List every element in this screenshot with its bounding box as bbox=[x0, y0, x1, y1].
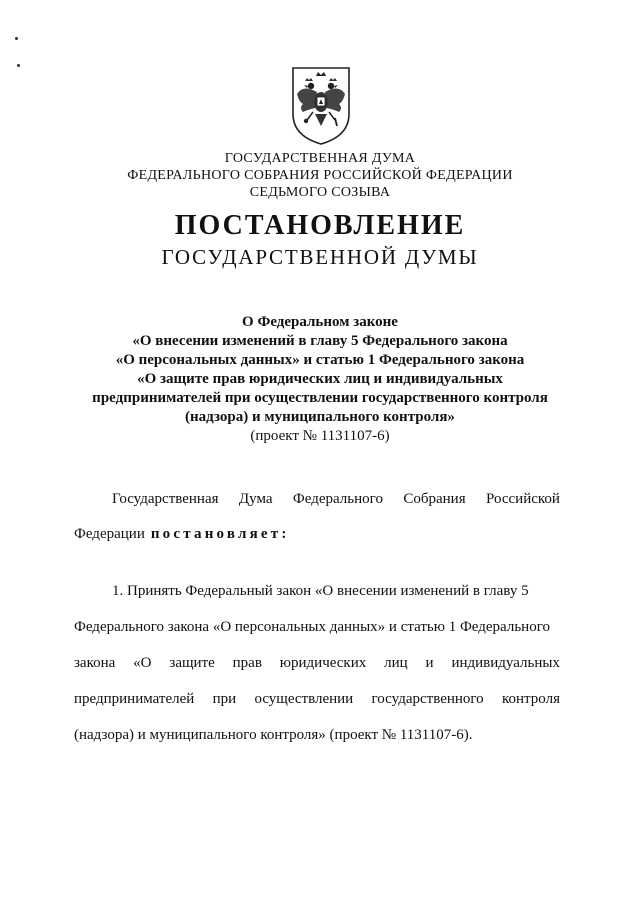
preamble-word: Российской bbox=[486, 491, 560, 507]
paragraph-word: защите bbox=[169, 655, 215, 671]
paragraph-text: Федерального закона «О персональных данных» и статью 1 Федерального bbox=[74, 619, 550, 635]
law-title-line: О Федеральном законе bbox=[242, 314, 398, 330]
scan-speck bbox=[17, 64, 20, 67]
paragraph-line bbox=[74, 583, 560, 619]
preamble-text: Федерации bbox=[74, 526, 145, 542]
document-subtitle: ГОСУДАРСТВЕННОЙ ДУМЫ bbox=[161, 245, 479, 269]
paragraph-word: государственного bbox=[371, 691, 484, 707]
preamble-word: Собрания bbox=[403, 491, 466, 507]
paragraph-word: прав bbox=[232, 655, 262, 671]
law-title-line: «О защите прав юридических лиц и индивидуальных bbox=[137, 371, 503, 387]
header-line-convocation: СЕДЬМОГО СОЗЫВА bbox=[249, 185, 391, 200]
paragraph-word: закона bbox=[74, 655, 116, 671]
coat-of-arms-emblem bbox=[289, 64, 353, 148]
header-line-duma: ГОСУДАРСТВЕННАЯ ДУМА bbox=[224, 151, 416, 166]
preamble-line bbox=[74, 491, 560, 526]
law-title-line: «О внесении изменений в главу 5 Федерального закона bbox=[132, 333, 508, 349]
paragraph-word: и bbox=[425, 655, 434, 671]
preamble-paragraph bbox=[74, 491, 560, 543]
law-title-block bbox=[0, 313, 640, 446]
paragraph-word: индивидуальных bbox=[451, 655, 560, 671]
document-title: ПОСТАНОВЛЕНИЕ bbox=[174, 210, 466, 241]
preamble-line bbox=[74, 526, 560, 543]
scan-speck bbox=[15, 37, 18, 40]
paragraph-line bbox=[74, 691, 560, 727]
paragraph-word: контроля bbox=[502, 691, 560, 707]
institution-header bbox=[0, 150, 640, 201]
project-number: (проект № 1131107-6) bbox=[250, 428, 390, 444]
paragraph-line bbox=[74, 619, 560, 655]
paragraph-word: при bbox=[212, 691, 237, 707]
paragraph-word: лиц bbox=[384, 655, 408, 671]
preamble-word: Государственная bbox=[112, 491, 219, 507]
preamble-word: Федерального bbox=[292, 491, 383, 507]
paragraph-word: предпринимателей bbox=[74, 691, 195, 707]
paragraph-text: 1. Принять Федеральный закон «О внесении изменений в главу 5 bbox=[112, 583, 529, 599]
paragraph-text: (надзора) и муниципального контроля» (проект № 1131107-6). bbox=[74, 727, 473, 743]
law-title-line: предпринимателей при осуществлении государственного контроля bbox=[92, 390, 548, 406]
preamble-word: Дума bbox=[238, 491, 273, 507]
law-title-line: (надзора) и муниципального контроля» bbox=[185, 409, 455, 425]
paragraph-line bbox=[74, 655, 560, 691]
paragraph-line bbox=[74, 727, 560, 744]
paragraph-word: осуществлении bbox=[254, 691, 354, 707]
law-title-line: «О персональных данных» и статью 1 Федерального закона bbox=[115, 352, 525, 368]
paragraph-word: юридических bbox=[279, 655, 367, 671]
paragraph-word: «О bbox=[133, 655, 152, 671]
header-line-federal-assembly: ФЕДЕРАЛЬНОГО СОБРАНИЯ РОССИЙСКОЙ ФЕДЕРАЦИИ bbox=[127, 168, 513, 183]
paragraph-1 bbox=[74, 583, 560, 744]
resolution-verb: постановляет: bbox=[150, 526, 290, 542]
